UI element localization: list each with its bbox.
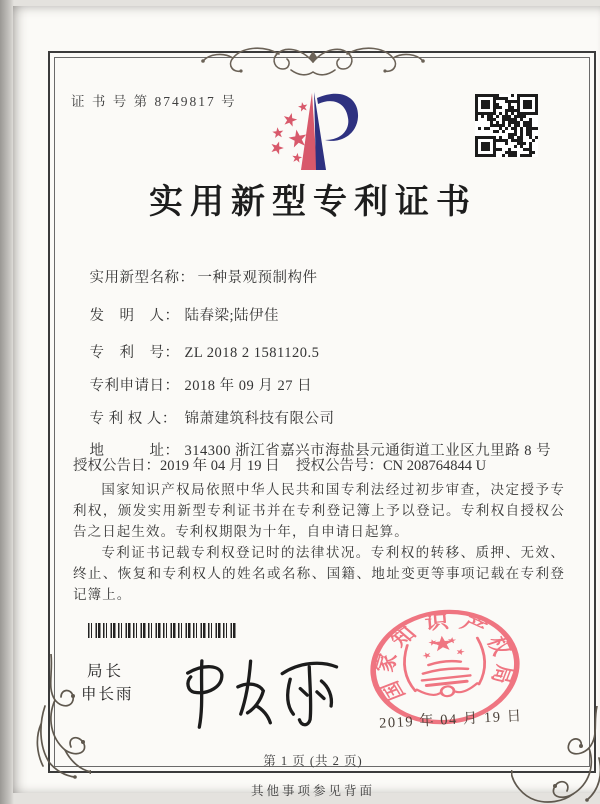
certificate-title: 实用新型专利证书: [149, 184, 477, 221]
grant-number-label: 授权公告号：: [296, 458, 383, 474]
certificate-number: 证 书 号 第 8749817 号: [71, 94, 237, 109]
field-label: 专 利 权 人：: [89, 411, 177, 427]
field-label: 地 址：: [89, 443, 180, 459]
field-label: 专利申请日：: [89, 378, 180, 394]
field-value: 陆春梁;陆伊佳: [184, 308, 280, 324]
legal-paragraph-1: 国家知识产权局依照中华人民共和国专利法经过初步审查，决定授予专利权，颁发实用新型专利证书并在专利登记簿上予以登记。专利权自授权公告之日起生效。专利权期限为十年，自申请日起算。: [73, 482, 565, 540]
seal-date: 2019 年 04 月 19 日: [378, 708, 524, 732]
field-label: 实用新型名称：: [89, 270, 195, 286]
field-value: 锦萧建筑科技有限公司: [184, 411, 335, 427]
seal-ring-text: 国家知识产权局: [370, 610, 520, 704]
grant-number-value: CN 208764844 U: [383, 458, 487, 474]
barcode: [88, 623, 236, 638]
field-label: 专 利 号：: [89, 345, 180, 361]
grant-row: [73, 454, 583, 475]
qr-code: [475, 94, 538, 157]
cnipa-logo-icon: [253, 90, 363, 172]
director-signature: [166, 648, 351, 736]
grant-date-value: 2019 年 04 月 19 日: [160, 458, 280, 474]
field-value: 一种景观预制构件: [197, 270, 318, 286]
top-scroll-ornament-icon: [195, 42, 431, 82]
field-value: ZL 2018 2 1581120.5: [184, 345, 320, 361]
field-label: 发 明 人：: [89, 308, 180, 324]
field-value: 2018 年 09 月 27 日: [184, 378, 313, 394]
field-value: 314300 浙江省嘉兴市海盐县元通街道工业区九里路 8 号: [184, 443, 552, 459]
certificate-paper: [13, 6, 600, 798]
legal-text: [73, 479, 565, 605]
back-note: 其他事项参见背面: [250, 784, 375, 798]
page-number: 第 1 页 (共 2 页): [263, 754, 363, 768]
svg-text:国家知识产权局: [364, 604, 523, 706]
legal-paragraph-2: 专利证书记载专利权登记时的法律状况。专利权的转移、质押、无效、终止、恢复和专利权人的姓名或名称、国籍、地址变更等事项记载在专利登记簿上。: [73, 545, 565, 603]
signer-role: 局长: [87, 663, 125, 680]
grant-date-label: 授权公告日：: [73, 458, 160, 474]
signer-name: 申长雨: [81, 686, 134, 703]
